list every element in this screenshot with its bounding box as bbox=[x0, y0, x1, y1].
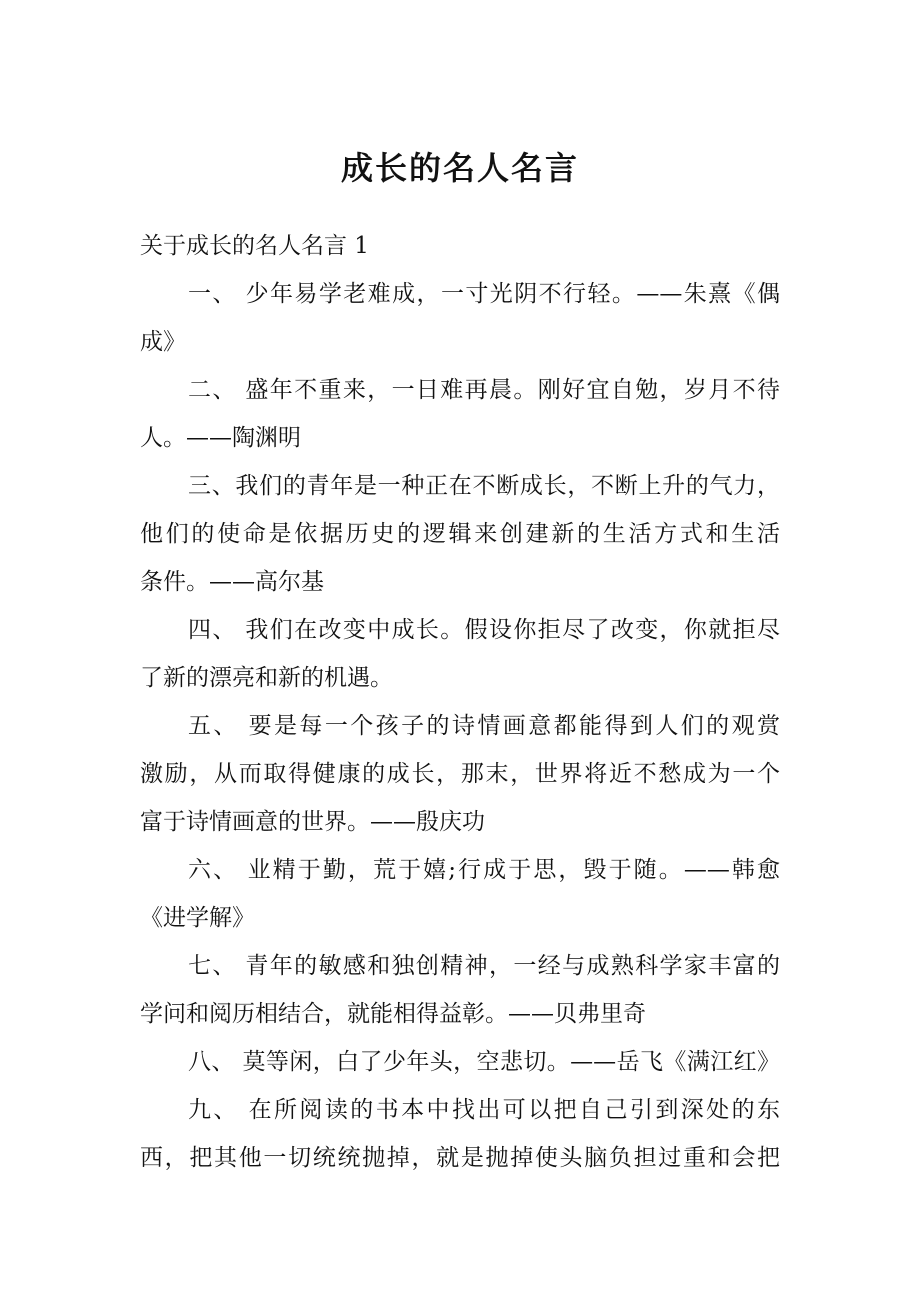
quote-line: 激励，从而取得健康的成长，那末，世界将近不愁成为一个 bbox=[140, 761, 780, 787]
quote-line: 七、 青年的敏感和独创精神，一经与成熟科学家丰富的 bbox=[188, 953, 780, 979]
quote-line: 六、 业精于勤，荒于嬉;行成于思，毁于随。——韩愈 bbox=[188, 857, 780, 883]
quote-list bbox=[140, 270, 780, 1182]
quote-paragraph bbox=[140, 1086, 780, 1182]
quote-paragraph bbox=[140, 942, 780, 1038]
quote-line: 人。——陶渊明 bbox=[140, 425, 301, 451]
quote-line: 四、 我们在改变中成长。假设你拒尽了改变，你就拒尽 bbox=[188, 617, 780, 643]
quote-line: 一、 少年易学老难成，一寸光阴不行轻。——朱熹《偶 bbox=[188, 281, 780, 307]
quote-paragraph bbox=[140, 702, 780, 846]
quote-line: 二、 盛年不重来，一日难再晨。刚好宜自勉，岁月不待 bbox=[188, 377, 780, 403]
section-heading: 关于成长的名人名言 1 bbox=[140, 233, 369, 259]
quote-line: 富于诗情画意的世界。——殷庆功 bbox=[140, 809, 485, 835]
quote-line: 三、我们的青年是一种正在不断成长，不断上升的气力， bbox=[188, 473, 780, 499]
quote-paragraph bbox=[140, 606, 780, 702]
quote-paragraph bbox=[140, 366, 780, 462]
quote-line: 八、 莫等闲，白了少年头，空悲切。——岳飞《满江红》 bbox=[188, 1049, 780, 1075]
quote-line: 学问和阅历相结合，就能相得益彰。——贝弗里奇 bbox=[140, 1001, 646, 1027]
quote-line: 条件。——高尔基 bbox=[140, 569, 324, 595]
quote-paragraph bbox=[140, 270, 780, 366]
quote-line: 九、 在所阅读的书本中找出可以把自己引到深处的东 bbox=[188, 1097, 780, 1123]
quote-line: 成》 bbox=[140, 329, 186, 355]
document-title: 成长的名人名言 bbox=[340, 149, 579, 187]
quote-paragraph bbox=[140, 462, 780, 606]
document-body bbox=[140, 222, 780, 1182]
quote-line: 西，把其他一切统统抛掉，就是抛掉使头脑负担过重和会把 bbox=[140, 1145, 780, 1171]
quote-paragraph bbox=[140, 846, 780, 942]
quote-line: 五、 要是每一个孩子的诗情画意都能得到人们的观赏 bbox=[188, 713, 780, 739]
quote-line: 他们的使命是依据历史的逻辑来创建新的生活方式和生活 bbox=[140, 521, 780, 547]
quote-line: 《进学解》 bbox=[140, 905, 255, 931]
quote-paragraph bbox=[140, 1038, 780, 1086]
quote-line: 了新的漂亮和新的机遇。 bbox=[140, 665, 393, 691]
